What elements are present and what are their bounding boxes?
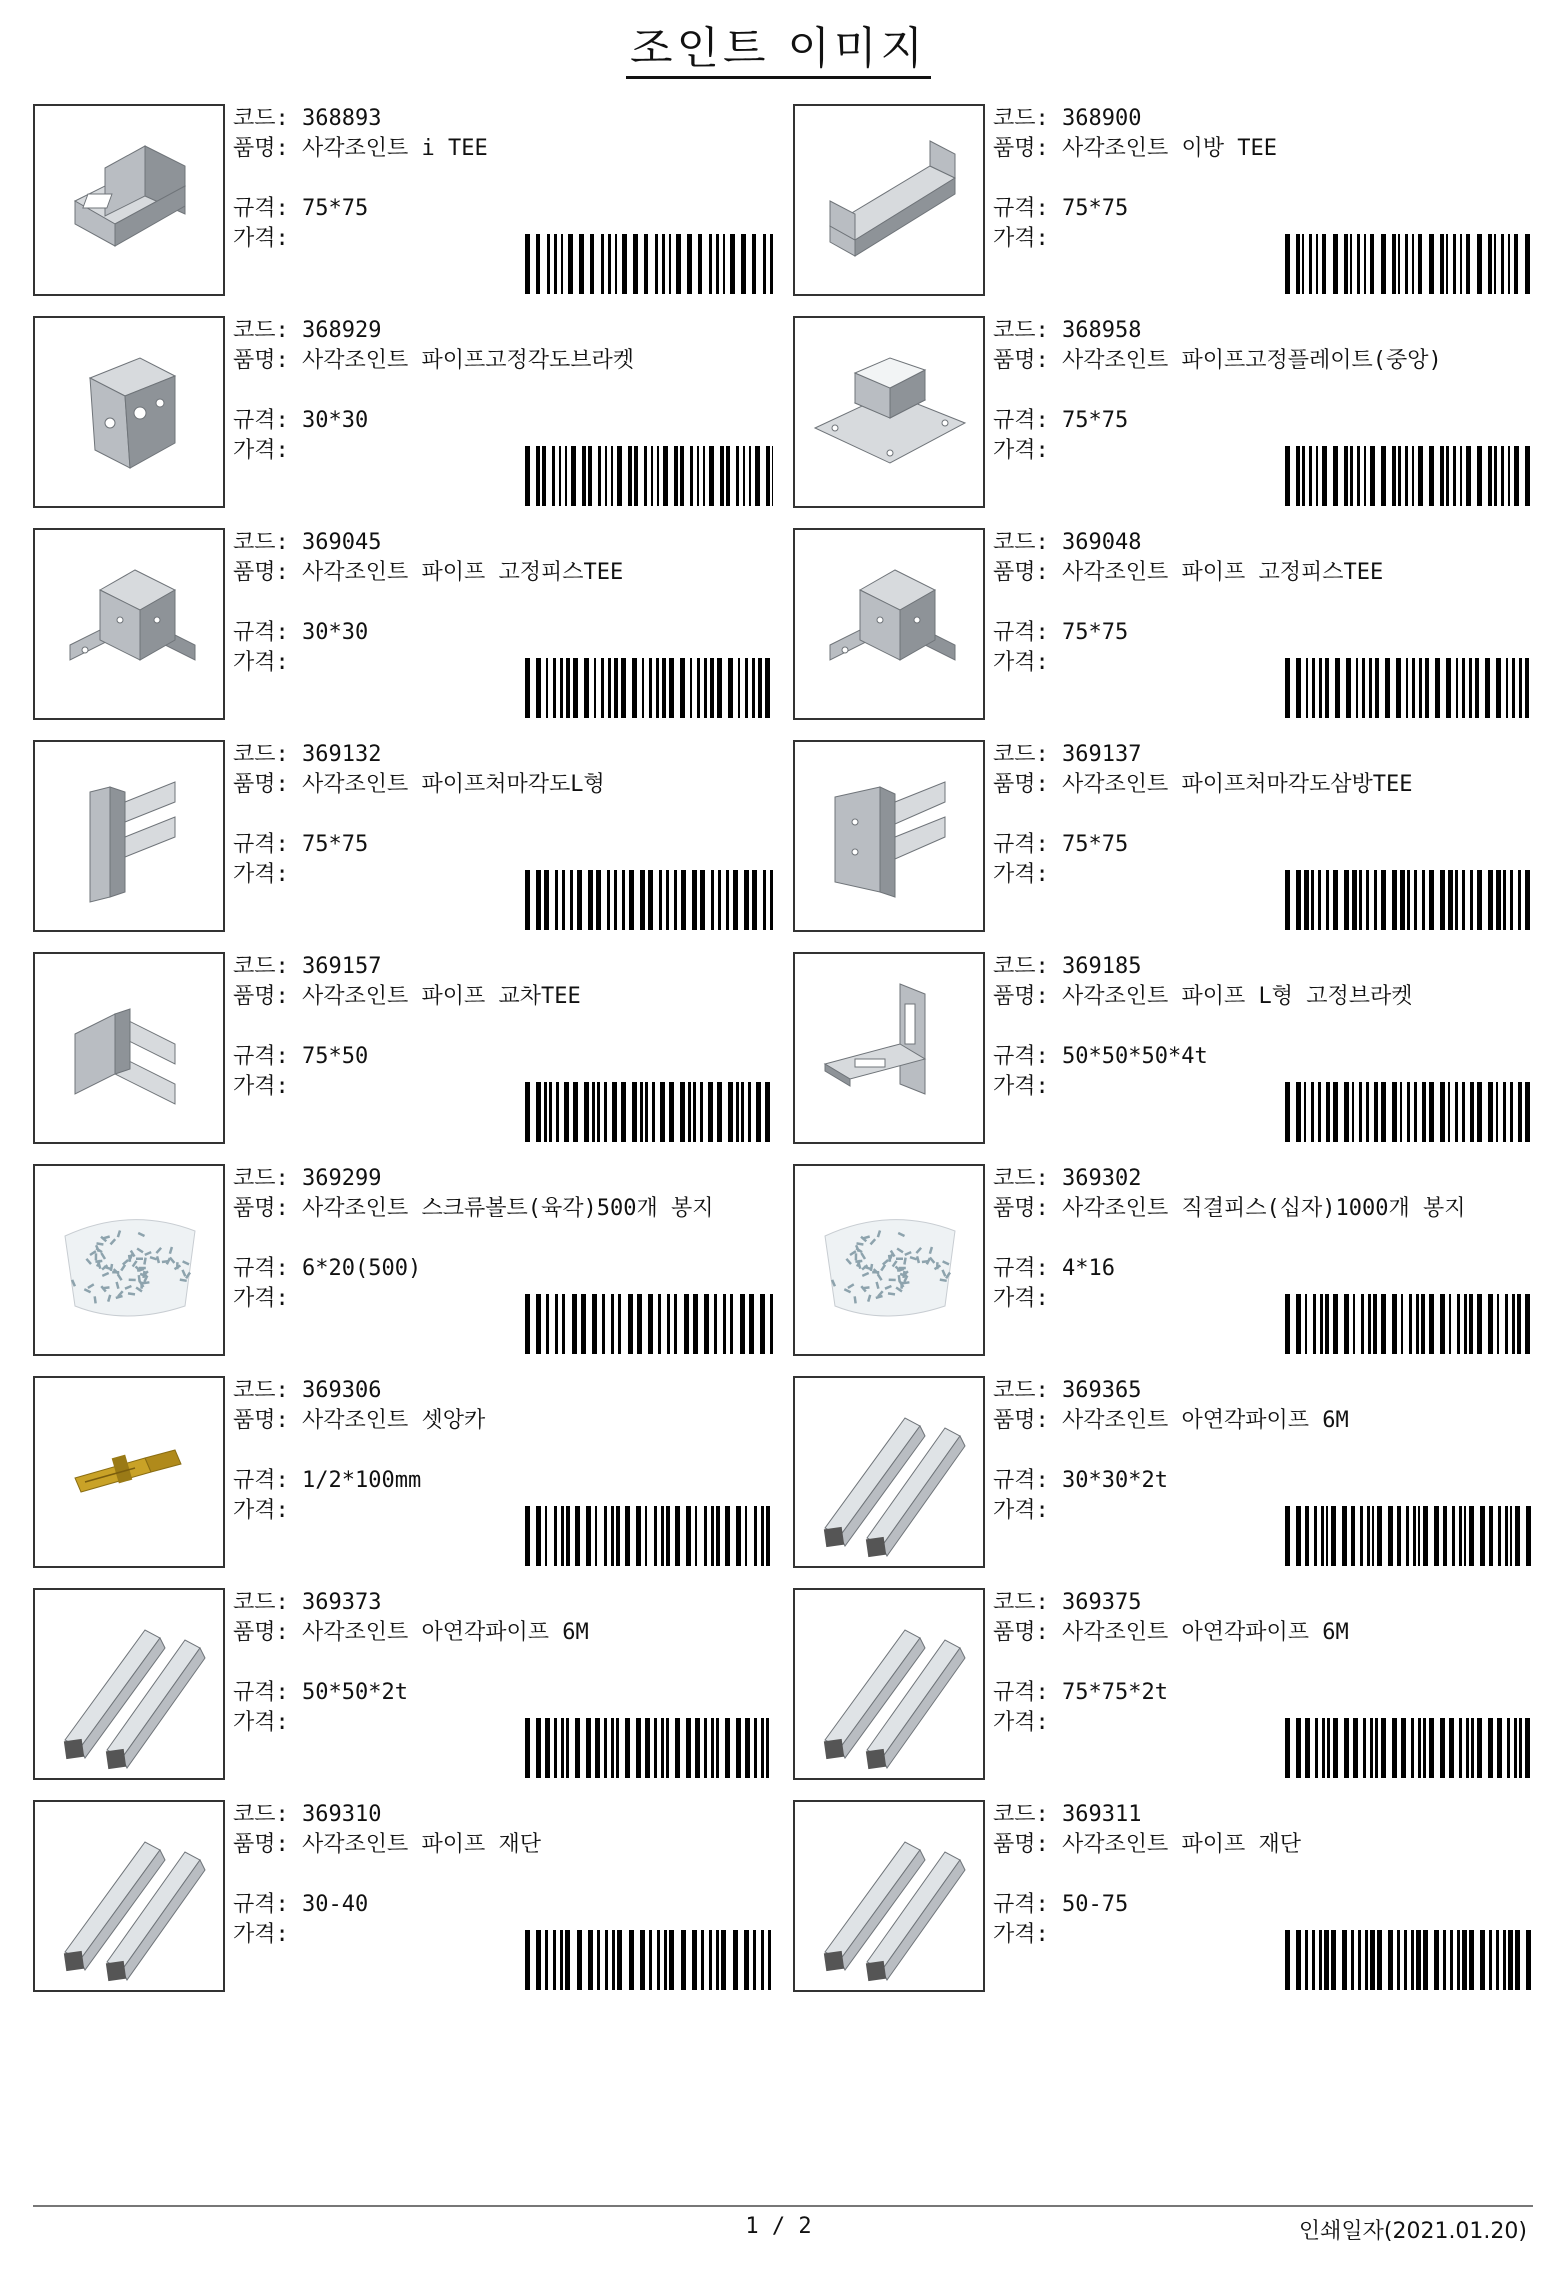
barcode [1285, 1294, 1533, 1354]
spec-label: 규격: [233, 408, 289, 433]
price-label: 가격: [993, 226, 1049, 251]
product-name: 사각조인트 i TEE [302, 136, 488, 161]
code-row [233, 952, 773, 982]
barcode [525, 1082, 773, 1142]
price-label: 가격: [233, 1286, 289, 1311]
product-spec: 4*16 [1062, 1256, 1115, 1281]
product-card [793, 740, 1533, 932]
square-pipe-icon [795, 1802, 983, 1990]
product-image [33, 1800, 225, 1992]
screw-bag-icon [795, 1166, 983, 1354]
barcode [1285, 1506, 1533, 1566]
product-spec: 6*20(500) [302, 1256, 422, 1281]
code-label: 코드: [993, 1802, 1049, 1827]
name-row [233, 346, 773, 376]
product-code: 369306 [302, 1378, 382, 1403]
name-label: 품명: [993, 1620, 1049, 1645]
price-label: 가격: [993, 650, 1049, 675]
page-title-text: 조인트 이미지 [626, 23, 931, 79]
name-label: 품명: [993, 1832, 1049, 1857]
product-card [33, 528, 773, 720]
product-name: 사각조인트 파이프 L형 고정브라켓 [1062, 984, 1413, 1009]
code-row [993, 1588, 1533, 1618]
product-image [33, 1376, 225, 1568]
barcode [1285, 234, 1533, 294]
square-pipe-icon [795, 1590, 983, 1778]
code-row [993, 528, 1533, 558]
spec-label: 규격: [993, 1680, 1049, 1705]
price-label: 가격: [993, 1074, 1049, 1099]
product-card [793, 104, 1533, 296]
page-number: 1 / 2 [745, 2214, 812, 2239]
page-title [0, 12, 1557, 76]
code-row [233, 104, 773, 134]
product-name: 사각조인트 파이프 재단 [1062, 1832, 1302, 1857]
spec-row [993, 1042, 1533, 1072]
spec-label: 규격: [233, 196, 289, 221]
code-label: 코드: [233, 106, 289, 131]
code-label: 코드: [993, 742, 1049, 767]
code-label: 코드: [233, 1590, 289, 1615]
footer-divider [33, 2205, 1533, 2207]
product-card [33, 952, 773, 1144]
barcode [525, 1930, 773, 1990]
code-row [233, 316, 773, 346]
name-row [993, 134, 1533, 164]
spec-label: 규격: [993, 1044, 1049, 1069]
price-label: 가격: [233, 1498, 289, 1523]
code-row [233, 528, 773, 558]
code-row [233, 1376, 773, 1406]
l-bracket-icon [795, 954, 983, 1142]
product-spec: 75*75 [302, 196, 369, 221]
product-name: 사각조인트 파이프처마각도L형 [302, 772, 605, 797]
spec-row [233, 830, 773, 860]
name-label: 품명: [993, 984, 1049, 1009]
name-row [993, 1830, 1533, 1860]
name-label: 품명: [993, 772, 1049, 797]
product-name: 사각조인트 직결피스(십자)1000개 봉지 [1062, 1196, 1466, 1221]
square-pipe-icon [795, 1378, 983, 1566]
code-row [993, 104, 1533, 134]
name-row [993, 1406, 1533, 1436]
product-image [33, 528, 225, 720]
product-image [793, 1164, 985, 1356]
anchor-bolt-icon [35, 1378, 223, 1566]
code-label: 코드: [993, 1590, 1049, 1615]
product-code: 369373 [302, 1590, 382, 1615]
product-spec: 30-40 [302, 1892, 369, 1917]
product-card [33, 740, 773, 932]
barcode [525, 1506, 773, 1566]
spec-row [233, 1678, 773, 1708]
product-spec: 75*50 [302, 1044, 369, 1069]
name-label: 품명: [233, 136, 289, 161]
price-label: 가격: [993, 1286, 1049, 1311]
product-name: 사각조인트 스크류볼트(육각)500개 봉지 [302, 1196, 714, 1221]
price-label: 가격: [233, 862, 289, 887]
barcode [1285, 658, 1533, 718]
spec-label: 규격: [993, 408, 1049, 433]
code-row [233, 1164, 773, 1194]
spec-label: 규격: [993, 620, 1049, 645]
barcode [525, 446, 773, 506]
price-label: 가격: [233, 1922, 289, 1947]
name-row [233, 134, 773, 164]
product-card [33, 1588, 773, 1780]
product-image [793, 952, 985, 1144]
price-label: 가격: [993, 862, 1049, 887]
eave-tee-bracket-icon [795, 742, 983, 930]
spec-row [233, 1254, 773, 1284]
product-image [33, 740, 225, 932]
spec-label: 규격: [233, 1892, 289, 1917]
product-spec: 30*30 [302, 408, 369, 433]
code-label: 코드: [233, 318, 289, 343]
name-row [993, 982, 1533, 1012]
square-pipe-icon [35, 1590, 223, 1778]
product-spec: 30*30 [302, 620, 369, 645]
base-plate-icon [795, 318, 983, 506]
code-label: 코드: [233, 530, 289, 555]
product-image [33, 104, 225, 296]
name-row [233, 1830, 773, 1860]
square-pipe-icon [35, 1802, 223, 1990]
barcode [1285, 1082, 1533, 1142]
spec-label: 규격: [993, 1256, 1049, 1281]
code-row [993, 740, 1533, 770]
name-row [233, 770, 773, 800]
name-label: 품명: [233, 1832, 289, 1857]
product-spec: 75*75 [302, 832, 369, 857]
product-name: 사각조인트 파이프 재단 [302, 1832, 542, 1857]
product-name: 사각조인트 파이프 교차TEE [302, 984, 581, 1009]
spec-row [233, 1890, 773, 1920]
product-spec: 75*75 [1062, 832, 1129, 857]
price-label: 가격: [993, 1498, 1049, 1523]
product-image [793, 316, 985, 508]
spec-label: 규격: [233, 1680, 289, 1705]
code-row [233, 1800, 773, 1830]
code-row [993, 1800, 1533, 1830]
spec-label: 규격: [233, 1044, 289, 1069]
product-name: 사각조인트 파이프 고정피스TEE [1062, 560, 1384, 585]
product-image [793, 1376, 985, 1568]
product-spec: 50*50*2t [302, 1680, 408, 1705]
spec-row [993, 1678, 1533, 1708]
angle-bracket-icon [35, 318, 223, 506]
barcode [525, 1718, 773, 1778]
code-row [993, 952, 1533, 982]
code-label: 코드: [993, 1378, 1049, 1403]
spec-label: 규격: [993, 1892, 1049, 1917]
product-card [793, 1376, 1533, 1568]
spec-row [233, 618, 773, 648]
spec-row [233, 1042, 773, 1072]
name-row [993, 346, 1533, 376]
product-spec: 30*30*2t [1062, 1468, 1168, 1493]
product-code: 369157 [302, 954, 382, 979]
product-image [793, 1588, 985, 1780]
product-code: 369045 [302, 530, 382, 555]
product-name: 사각조인트 파이프고정플레이트(중앙) [1062, 348, 1442, 373]
name-label: 품명: [233, 772, 289, 797]
product-card [793, 952, 1533, 1144]
product-code: 368958 [1062, 318, 1142, 343]
product-image [33, 316, 225, 508]
spec-row [993, 618, 1533, 648]
code-label: 코드: [993, 106, 1049, 131]
product-card [33, 316, 773, 508]
u-bracket-icon [795, 530, 983, 718]
code-label: 코드: [993, 954, 1049, 979]
spec-row [993, 194, 1533, 224]
product-image [33, 1588, 225, 1780]
spec-label: 규격: [233, 832, 289, 857]
code-label: 코드: [233, 1802, 289, 1827]
product-code: 368893 [302, 106, 382, 131]
product-code: 369310 [302, 1802, 382, 1827]
product-code: 369132 [302, 742, 382, 767]
price-label: 가격: [993, 1710, 1049, 1735]
product-image [793, 740, 985, 932]
screw-bag-icon [35, 1166, 223, 1354]
code-row [993, 316, 1533, 346]
name-label: 품명: [993, 1408, 1049, 1433]
code-label: 코드: [233, 1378, 289, 1403]
code-label: 코드: [993, 530, 1049, 555]
price-label: 가격: [233, 650, 289, 675]
name-row [233, 1618, 773, 1648]
product-code: 369299 [302, 1166, 382, 1191]
print-date: 인쇄일자(2021.01.20) [1298, 2219, 1527, 2244]
spec-label: 규격: [233, 1256, 289, 1281]
channel-bracket-icon [795, 106, 983, 294]
product-code: 369137 [1062, 742, 1142, 767]
spec-row [233, 194, 773, 224]
product-card [33, 1164, 773, 1356]
product-name: 사각조인트 이방 TEE [1062, 136, 1277, 161]
product-code: 369048 [1062, 530, 1142, 555]
price-label: 가격: [233, 1710, 289, 1735]
barcode [525, 870, 773, 930]
product-image [33, 952, 225, 1144]
code-label: 코드: [233, 742, 289, 767]
product-spec: 75*75*2t [1062, 1680, 1168, 1705]
barcode [525, 1294, 773, 1354]
barcode [525, 658, 773, 718]
product-spec: 1/2*100mm [302, 1468, 422, 1493]
name-row [233, 1406, 773, 1436]
product-card [793, 1588, 1533, 1780]
product-card [793, 1164, 1533, 1356]
name-label: 품명: [233, 348, 289, 373]
product-name: 사각조인트 파이프처마각도삼방TEE [1062, 772, 1413, 797]
spec-row [993, 1254, 1533, 1284]
name-row [993, 1618, 1533, 1648]
price-label: 가격: [233, 1074, 289, 1099]
spec-label: 규격: [993, 1468, 1049, 1493]
product-spec: 75*75 [1062, 408, 1129, 433]
name-label: 품명: [233, 560, 289, 585]
code-row [993, 1376, 1533, 1406]
spec-row [233, 406, 773, 436]
product-card [793, 1800, 1533, 1992]
product-name: 사각조인트 파이프고정각도브라켓 [302, 348, 635, 373]
tee-bracket-icon [35, 106, 223, 294]
product-code: 369185 [1062, 954, 1142, 979]
product-code: 369302 [1062, 1166, 1142, 1191]
cross-tee-bracket-icon [35, 954, 223, 1142]
code-label: 코드: [993, 318, 1049, 343]
spec-row [233, 1466, 773, 1496]
barcode [1285, 1930, 1533, 1990]
code-row [233, 1588, 773, 1618]
code-row [233, 740, 773, 770]
spec-label: 규격: [233, 1468, 289, 1493]
spec-label: 규격: [993, 196, 1049, 221]
barcode [525, 234, 773, 294]
name-label: 품명: [233, 984, 289, 1009]
spec-label: 규격: [993, 832, 1049, 857]
name-label: 품명: [993, 560, 1049, 585]
product-card [33, 104, 773, 296]
u-bracket-icon [35, 530, 223, 718]
code-label: 코드: [233, 1166, 289, 1191]
product-image [33, 1164, 225, 1356]
price-label: 가격: [233, 226, 289, 251]
name-row [993, 1194, 1533, 1224]
name-row [993, 770, 1533, 800]
spec-row [993, 1890, 1533, 1920]
name-label: 품명: [233, 1408, 289, 1433]
spec-label: 규격: [233, 620, 289, 645]
product-code: 368900 [1062, 106, 1142, 131]
name-label: 품명: [993, 1196, 1049, 1221]
code-row [993, 1164, 1533, 1194]
spec-row [993, 1466, 1533, 1496]
price-label: 가격: [993, 1922, 1049, 1947]
barcode [1285, 446, 1533, 506]
product-name: 사각조인트 파이프 고정피스TEE [302, 560, 624, 585]
spec-row [993, 830, 1533, 860]
product-code: 368929 [302, 318, 382, 343]
product-card [793, 316, 1533, 508]
name-label: 품명: [993, 348, 1049, 373]
eave-l-bracket-icon [35, 742, 223, 930]
name-label: 품명: [233, 1196, 289, 1221]
product-name: 사각조인트 아연각파이프 6M [302, 1620, 589, 1645]
product-name: 사각조인트 셋앙카 [302, 1408, 486, 1433]
spec-row [993, 406, 1533, 436]
price-label: 가격: [233, 438, 289, 463]
name-label: 품명: [993, 136, 1049, 161]
product-image [793, 104, 985, 296]
product-spec: 75*75 [1062, 620, 1129, 645]
product-code: 369311 [1062, 1802, 1142, 1827]
product-code: 369375 [1062, 1590, 1142, 1615]
product-image [793, 528, 985, 720]
name-label: 품명: [233, 1620, 289, 1645]
product-spec: 50*50*50*4t [1062, 1044, 1208, 1069]
code-label: 코드: [233, 954, 289, 979]
product-card [33, 1800, 773, 1992]
name-row [233, 558, 773, 588]
price-label: 가격: [993, 438, 1049, 463]
product-name: 사각조인트 아연각파이프 6M [1062, 1620, 1349, 1645]
code-label: 코드: [993, 1166, 1049, 1191]
barcode [1285, 870, 1533, 930]
name-row [993, 558, 1533, 588]
name-row [233, 1194, 773, 1224]
name-row [233, 982, 773, 1012]
product-spec: 50-75 [1062, 1892, 1129, 1917]
product-name: 사각조인트 아연각파이프 6M [1062, 1408, 1349, 1433]
product-spec: 75*75 [1062, 196, 1129, 221]
barcode [1285, 1718, 1533, 1778]
product-code: 369365 [1062, 1378, 1142, 1403]
product-card [33, 1376, 773, 1568]
product-image [793, 1800, 985, 1992]
product-card [793, 528, 1533, 720]
